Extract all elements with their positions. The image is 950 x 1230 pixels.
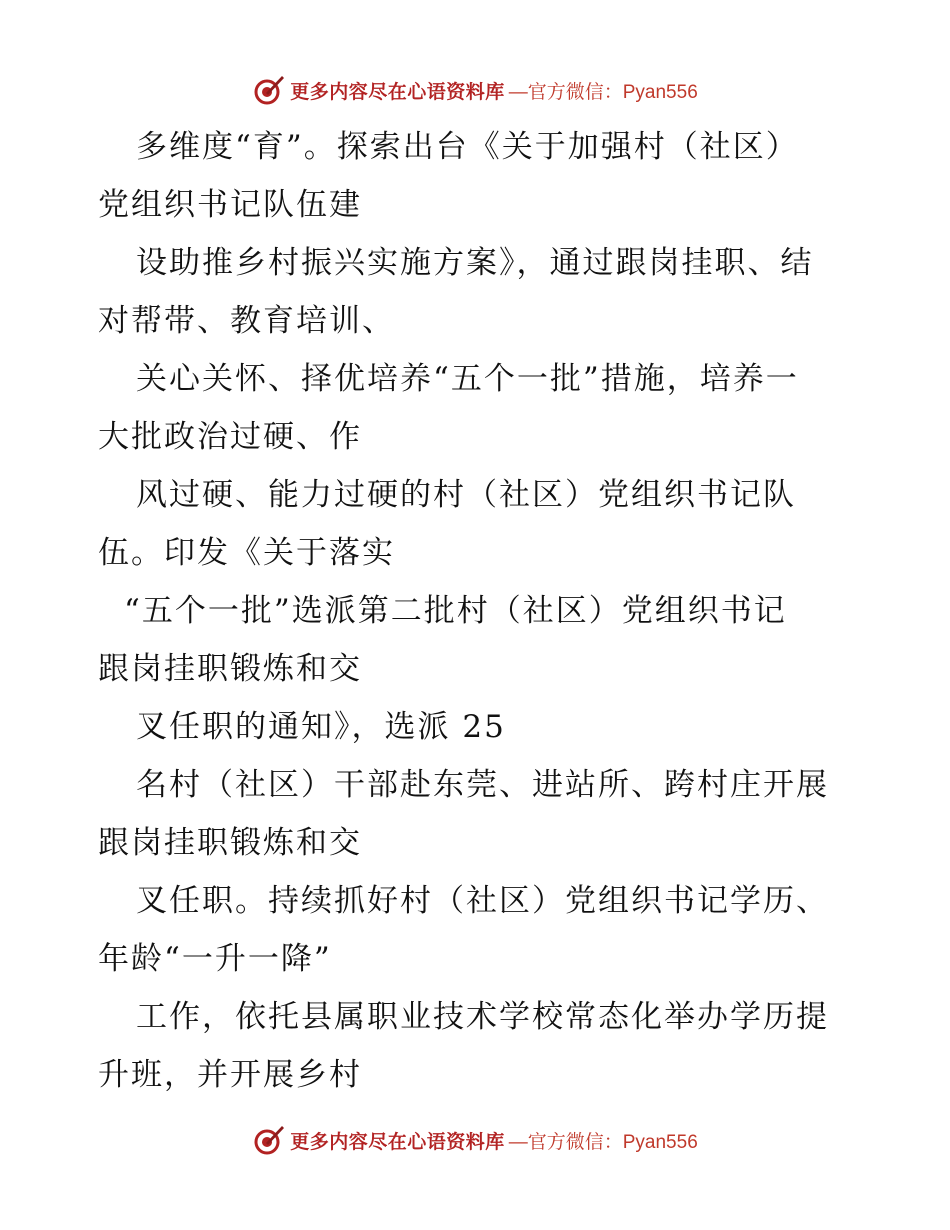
text-line: 设助推乡村振兴实施方案》，通过跟岗挂职、结 — [136, 245, 814, 281]
header-banner — [0, 70, 950, 110]
text-line: “五个一批”选派第二批村（社区）党组织书记 — [124, 593, 787, 629]
text-line: 跟岗挂职锻炼和交 — [98, 825, 362, 861]
text-line: 伍。印发《关于落实 — [98, 535, 395, 571]
quill-seal-icon — [252, 73, 286, 107]
text-line: 叉任职的通知》，选派 25 — [136, 709, 506, 745]
banner-wechat-text: —官方微信：Pyan556 — [508, 81, 698, 103]
text-line: 大批政治过硬、作 — [98, 419, 362, 455]
text-line: 叉任职。持续抓好村（社区）党组织书记学历、 — [136, 883, 829, 919]
text-line: 工作，依托县属职业技术学校常态化举办学历提 — [136, 999, 829, 1035]
text-line: 升班，并开展乡村 — [98, 1057, 362, 1093]
text-line: 关心关怀、择优培养“五个一批”措施，培养一 — [136, 361, 799, 397]
text-line: 风过硬、能力过硬的村（社区）党组织书记队 — [136, 477, 796, 513]
text-line: 名村（社区）干部赴东莞、进站所、跨村庄开展 — [136, 767, 829, 803]
text-line: 年龄“一升一降” — [98, 941, 332, 977]
document-body — [98, 118, 858, 1104]
banner-prefix-text: 更多内容尽在心语资料库 — [290, 80, 505, 103]
text-line: 跟岗挂职锻炼和交 — [98, 651, 362, 687]
banner-prefix-text: 更多内容尽在心语资料库 — [290, 1130, 505, 1153]
text-line: 多维度“育”。探索出台《关于加强村（社区） — [136, 129, 799, 165]
banner-wechat-text: —官方微信：Pyan556 — [508, 1131, 698, 1153]
footer-banner — [0, 1120, 950, 1160]
text-line: 党组织书记队伍建 — [98, 187, 362, 223]
quill-seal-icon — [252, 1123, 286, 1157]
text-line: 对帮带、教育培训、 — [98, 303, 395, 339]
